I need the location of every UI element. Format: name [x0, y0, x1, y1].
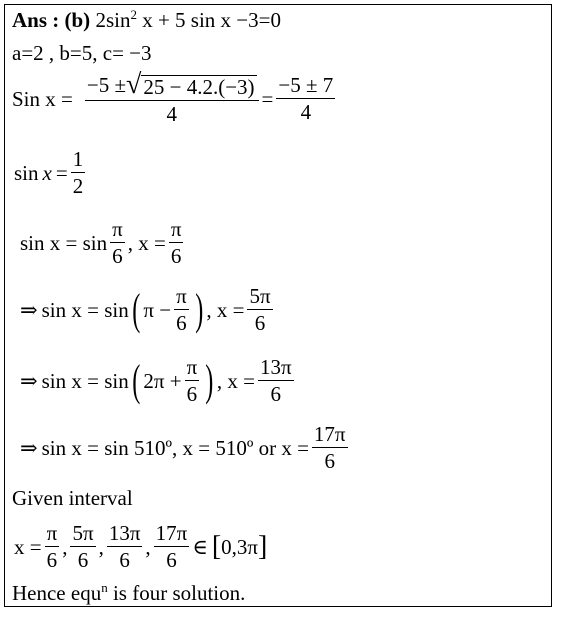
left-bracket: [ — [211, 530, 222, 562]
pi-over-6 — [185, 356, 200, 405]
right-paren: ) — [205, 355, 214, 405]
frac-num: 17π — [313, 422, 346, 446]
frac-num: π — [112, 217, 123, 241]
solution-mid: , x = — [216, 368, 255, 393]
frac-den: 6 — [119, 548, 130, 572]
conclusion-sup: n — [101, 580, 108, 595]
simplified-denominator: 4 — [300, 100, 312, 124]
simplified-fraction — [276, 74, 335, 123]
half-numerator: 1 — [72, 147, 84, 171]
solution-fraction-1 — [45, 522, 60, 571]
simplified-numerator: −5 ± 7 — [278, 73, 334, 97]
half-denominator: 2 — [72, 174, 84, 198]
solution-line-4 — [20, 423, 351, 472]
frac-num: π — [186, 355, 198, 379]
solution-mid: , x = — [206, 297, 245, 322]
left-paren: ( — [132, 355, 141, 405]
implies-arrow-icon: ⇒ — [20, 368, 38, 393]
answer-header — [12, 8, 281, 32]
frac-num: π — [176, 284, 187, 308]
equals-sign: = — [55, 160, 68, 185]
solution-text: sin x = sin 510º, x = 510º or x = — [41, 435, 309, 460]
equation-part-1: 2sin — [95, 8, 131, 32]
equation-exponent: 2 — [130, 7, 137, 22]
frac-den: 6 — [112, 244, 123, 268]
radical-sign-icon: √ — [125, 69, 142, 100]
frac-num: π — [170, 217, 182, 241]
answer-label: Ans : (b) — [12, 8, 91, 32]
solution-mid: , x = — [127, 230, 166, 255]
frac-num: 17π — [155, 521, 188, 545]
frac-num: π — [46, 521, 58, 545]
frac-den: 6 — [46, 548, 58, 572]
sinx-lhs: Sin x = — [12, 86, 73, 111]
implies-arrow-icon: ⇒ — [20, 297, 38, 322]
frac-den: 6 — [166, 548, 177, 572]
solution-lhs: sin x = sin — [41, 297, 129, 322]
solution-lhs: sin x = sin — [41, 368, 129, 393]
frac-num: 13π — [259, 355, 292, 379]
solution-fraction-4 — [154, 522, 190, 571]
pi-over-6 — [174, 285, 189, 334]
solution-fraction-3 — [107, 522, 143, 571]
pi-over-6 — [110, 218, 125, 267]
frac-den: 6 — [254, 311, 266, 335]
frac-num: 5π — [249, 284, 271, 308]
sin-fn: sin — [14, 160, 39, 185]
x-value-fraction — [258, 356, 294, 405]
solution-fraction-2 — [70, 522, 95, 571]
radicand: 25 − 4.2.(−3) — [143, 75, 255, 99]
conclusion-line — [12, 581, 245, 605]
frac-den: 6 — [270, 382, 281, 406]
right-paren: ) — [194, 284, 204, 334]
equals-sign: = — [261, 86, 274, 111]
formula-numerator — [85, 69, 259, 101]
x-value-fraction — [247, 285, 272, 334]
square-root — [125, 69, 257, 100]
variable-x: x — [42, 160, 52, 185]
formula-denominator: 4 — [166, 102, 177, 126]
equation-part-2: x + 5 sin x −3=0 — [136, 8, 281, 32]
implies-arrow-icon: ⇒ — [20, 435, 38, 460]
solutions-set-line: x = $\frac{\pi}{6}$ , $\frac{5\pi}{6}$ , $\frac{13\pi}{6}$ , $\frac{17\pi}{6}$ ∈ [ 0,3π ] — [14, 521, 268, 572]
sinx-half-line — [14, 148, 88, 197]
element-of-icon: ∈ — [192, 534, 208, 559]
interval-text: 0,3π — [221, 534, 259, 559]
x-value-fraction — [312, 423, 348, 472]
solution-lhs: sin x = sin — [20, 230, 108, 255]
x-value-fraction — [169, 218, 184, 267]
frac-num: 5π — [72, 521, 94, 545]
solution-line-3 — [20, 356, 297, 405]
half-fraction — [71, 148, 86, 197]
conclusion-post: is four solution. — [107, 581, 246, 605]
left-paren: ( — [132, 284, 141, 334]
inner-prefix: π − — [143, 297, 172, 322]
x-lhs: x = — [14, 534, 42, 559]
frac-den: 6 — [176, 311, 187, 335]
solution-line-2 — [20, 285, 276, 334]
inner-prefix: 2π + — [143, 368, 182, 393]
quadratic-formula-line — [12, 69, 338, 126]
formula-num-prefix: −5 ± — [86, 73, 126, 97]
conclusion-pre: Hence equ — [12, 581, 102, 605]
frac-den: 6 — [77, 548, 89, 572]
frac-den: 6 — [186, 382, 198, 406]
frac-num: 13π — [108, 521, 141, 545]
formula-fraction — [85, 69, 259, 126]
solution-line-1 — [20, 218, 186, 267]
frac-den: 6 — [324, 449, 335, 473]
given-interval-label: Given interval — [12, 486, 133, 510]
coefficients-line: a=2 , b=5, c= −3 — [12, 41, 152, 65]
right-bracket: ] — [258, 530, 268, 562]
frac-den: 6 — [170, 244, 182, 268]
